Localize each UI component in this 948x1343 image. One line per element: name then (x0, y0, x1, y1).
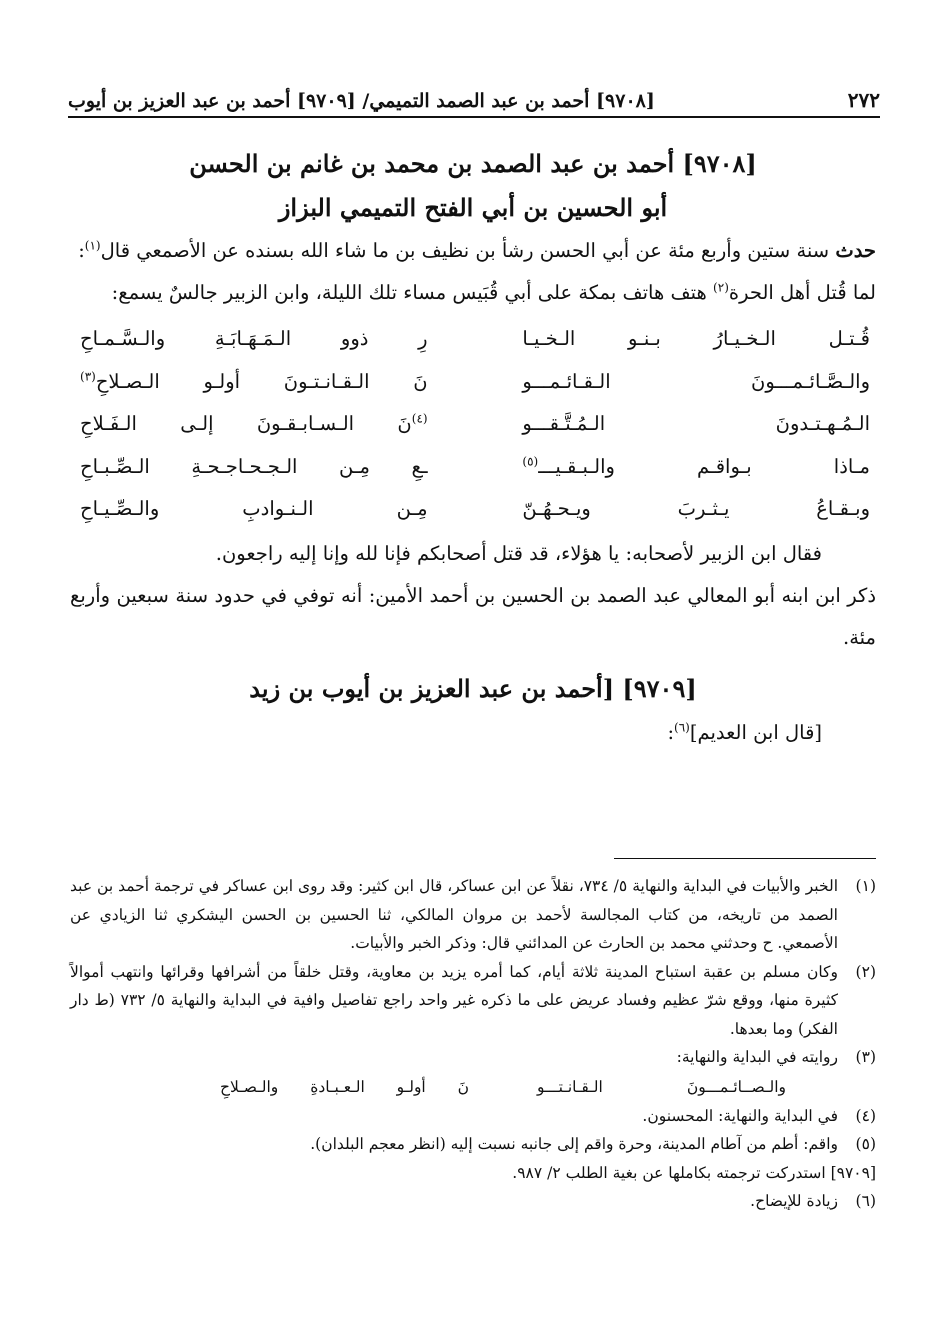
poem (70, 318, 876, 531)
entry-9709-quote: [قال ابن العديم]$^{(٦)}$: (667, 720, 822, 744)
paragraph-story-text-a: لما قُتل أهل الحرة (728, 281, 876, 304)
verse-line (70, 361, 876, 404)
running-head (68, 78, 880, 118)
running-title: [٩٧٠٨] أحمد بن عبد الصمد التميمي/ [٩٧٠٩] أحمد بن عبد العزيز بن أيوب (68, 90, 655, 112)
paragraph-story (70, 272, 876, 314)
verse-line (70, 318, 876, 361)
footnote-ref-6: (٦) (674, 720, 690, 734)
verse-line (70, 446, 876, 489)
verse-first-hemistich: قُـتـل الـخـيـارُ بـنـو الـخـيـا (522, 327, 870, 350)
footnotes (70, 872, 876, 1216)
note-9709-source: [٩٧٠٩] استدركت ترجمته بكاملها عن بغية الطلب ٢/ ٩٨٧. (512, 1163, 876, 1182)
paragraph-death: ذكر ابن ابنه أبو المعالي عبد الصمد بن الحسين بن أحمد الأمين: أنه توفي في حدود سنة سبعين وأربع مئة. (70, 583, 876, 649)
paragraph-story-text-b: هتف هاتف بمكة على أبي قُبَيس مساء تلك الليلة، وابن الزبير جالسٌ يسمع: (111, 281, 714, 304)
verse-first-hemistich: وبـقـاعُ يـثـربَ ويـحـهُـنّ (522, 497, 870, 520)
footnote-verse-first-hemistich: والـصــائـمـــونَ الـقـانـتـــو (536, 1077, 786, 1096)
footnote-2: (٢) وكان مسلم بن عقبة استباح المدينة ثلاثة أيام، كما أمره يزيد بن معاوية، وقتل خلقاً من أشرافها وقرائها وانتهب أموالاً كثيرة منها، ووقع شرّ عظيم وفساد عريض على ما ذكره غير واحد راجع تفاصيل وافية في البداية والنهاية ٥/ ٧٣٢ (ط دار الفكر) وما بعدها. (70, 962, 876, 1038)
paragraph-lead-word: حدث (835, 239, 876, 262)
paragraph-isnad (70, 230, 876, 272)
footnote-1: (١) الخبر والأبيات في البداية والنهاية ٥/ ٧٣٤، نقلاً عن ابن عساكر، قال ابن كثير: وقد روى ابن عساكر في ترجمة أحمد بن عبد الصمد من تاريخه، من كتاب المجالسة لأحمد بن مروان المالكي، ثنا الحسين بن الحسن اليشكري ثنا الزيادي عن الأصمعي. ح وحدثني محمد بن الحارث عن المدائني قال: وذكر الخبر والأبيات. (70, 877, 876, 952)
verse-second-hemistich: $^{(٤)}$نَ الـسـابـقـونَ إلـى الـفَـلاحِ (80, 411, 428, 435)
footnote-divider (614, 858, 876, 859)
footnote-6: (٦) زيادة للإيضاح. (750, 1192, 876, 1210)
verse-line (70, 488, 876, 531)
verse-first-hemistich: مـاذا بـواقـم والـبـقـيـــ$^{(٥)}$ (522, 454, 870, 478)
verse-first-hemistich: الـمُـهـتـدونَ الـمُـتَّـقـــو (522, 412, 870, 435)
footnote-ref-2: (٢) (713, 280, 729, 295)
footnote-3: (٣) روايته في البداية والنهاية: (676, 1048, 876, 1066)
verse-second-hemistich: مِـن الـنـوادبِ والـصِّـيـاحِ (80, 497, 428, 520)
verse-line (70, 403, 876, 446)
page-number: ٢٧٢ (847, 88, 880, 112)
verse-first-hemistich: والـصَّـائـمـــونَ الـقـائـمـــو (522, 369, 870, 393)
paragraph-isnad-end: : (78, 239, 85, 262)
verse-second-hemistich: ـعِ مِـن الـجـحـاجـحـةِ الـصِّـبـاحِ (80, 454, 428, 478)
footnote-verse-second-hemistich: نَ أولـو الـعـبـادةِ والـصـلاحِ (220, 1077, 470, 1096)
entry-9708-title-line1: [٩٧٠٨] أحمد بن عبد الصمد بن محمد بن غانم بن الحسن (189, 149, 757, 178)
entry-9708-title-line2: أبو الحسين بن أبي الفتح التميمي البزاز (278, 193, 668, 222)
paragraph-ibn-zubayr: فقال ابن الزبير لأصحابه: يا هؤلاء، قد قتل أصحابكم فإنا لله وإنا إليه راجعون. (215, 541, 822, 565)
footnote-4: (٤) في البداية والنهاية: المحسنون. (642, 1106, 876, 1125)
entry-9709-title: [٩٧٠٩] [أحمد بن عبد العزيز بن أيوب بن زيد (249, 673, 697, 703)
footnote-ref-5: (٥) (522, 454, 539, 468)
footnote-ref-4: (٤) (411, 411, 428, 426)
footnote-5: (٥) واقم: أطم من آطام المدينة، وحرة واقم إلى جانبه نسبت إليه (انظر معجم البلدان). (310, 1135, 876, 1153)
footnote-ref-3: (٣) (80, 369, 96, 383)
verse-second-hemistich: رِ ذوو الـمَـهَـابَـةِ والـسَّـمـاحِ (80, 327, 428, 350)
paragraph-isnad-text: سنة ستين وأربع مئة عن أبي الحسن رشأ بن نظيف بن ما شاء الله بسنده عن الأصمعي قال (100, 239, 836, 262)
footnote-ref-1: (١) (84, 238, 101, 253)
verse-second-hemistich: نَ الـقـانـتـونَ أولـو الـصـلاحِ$^{(٣)}$ (80, 369, 428, 393)
footnote-3-verse (70, 1072, 876, 1102)
main-text (70, 142, 876, 753)
